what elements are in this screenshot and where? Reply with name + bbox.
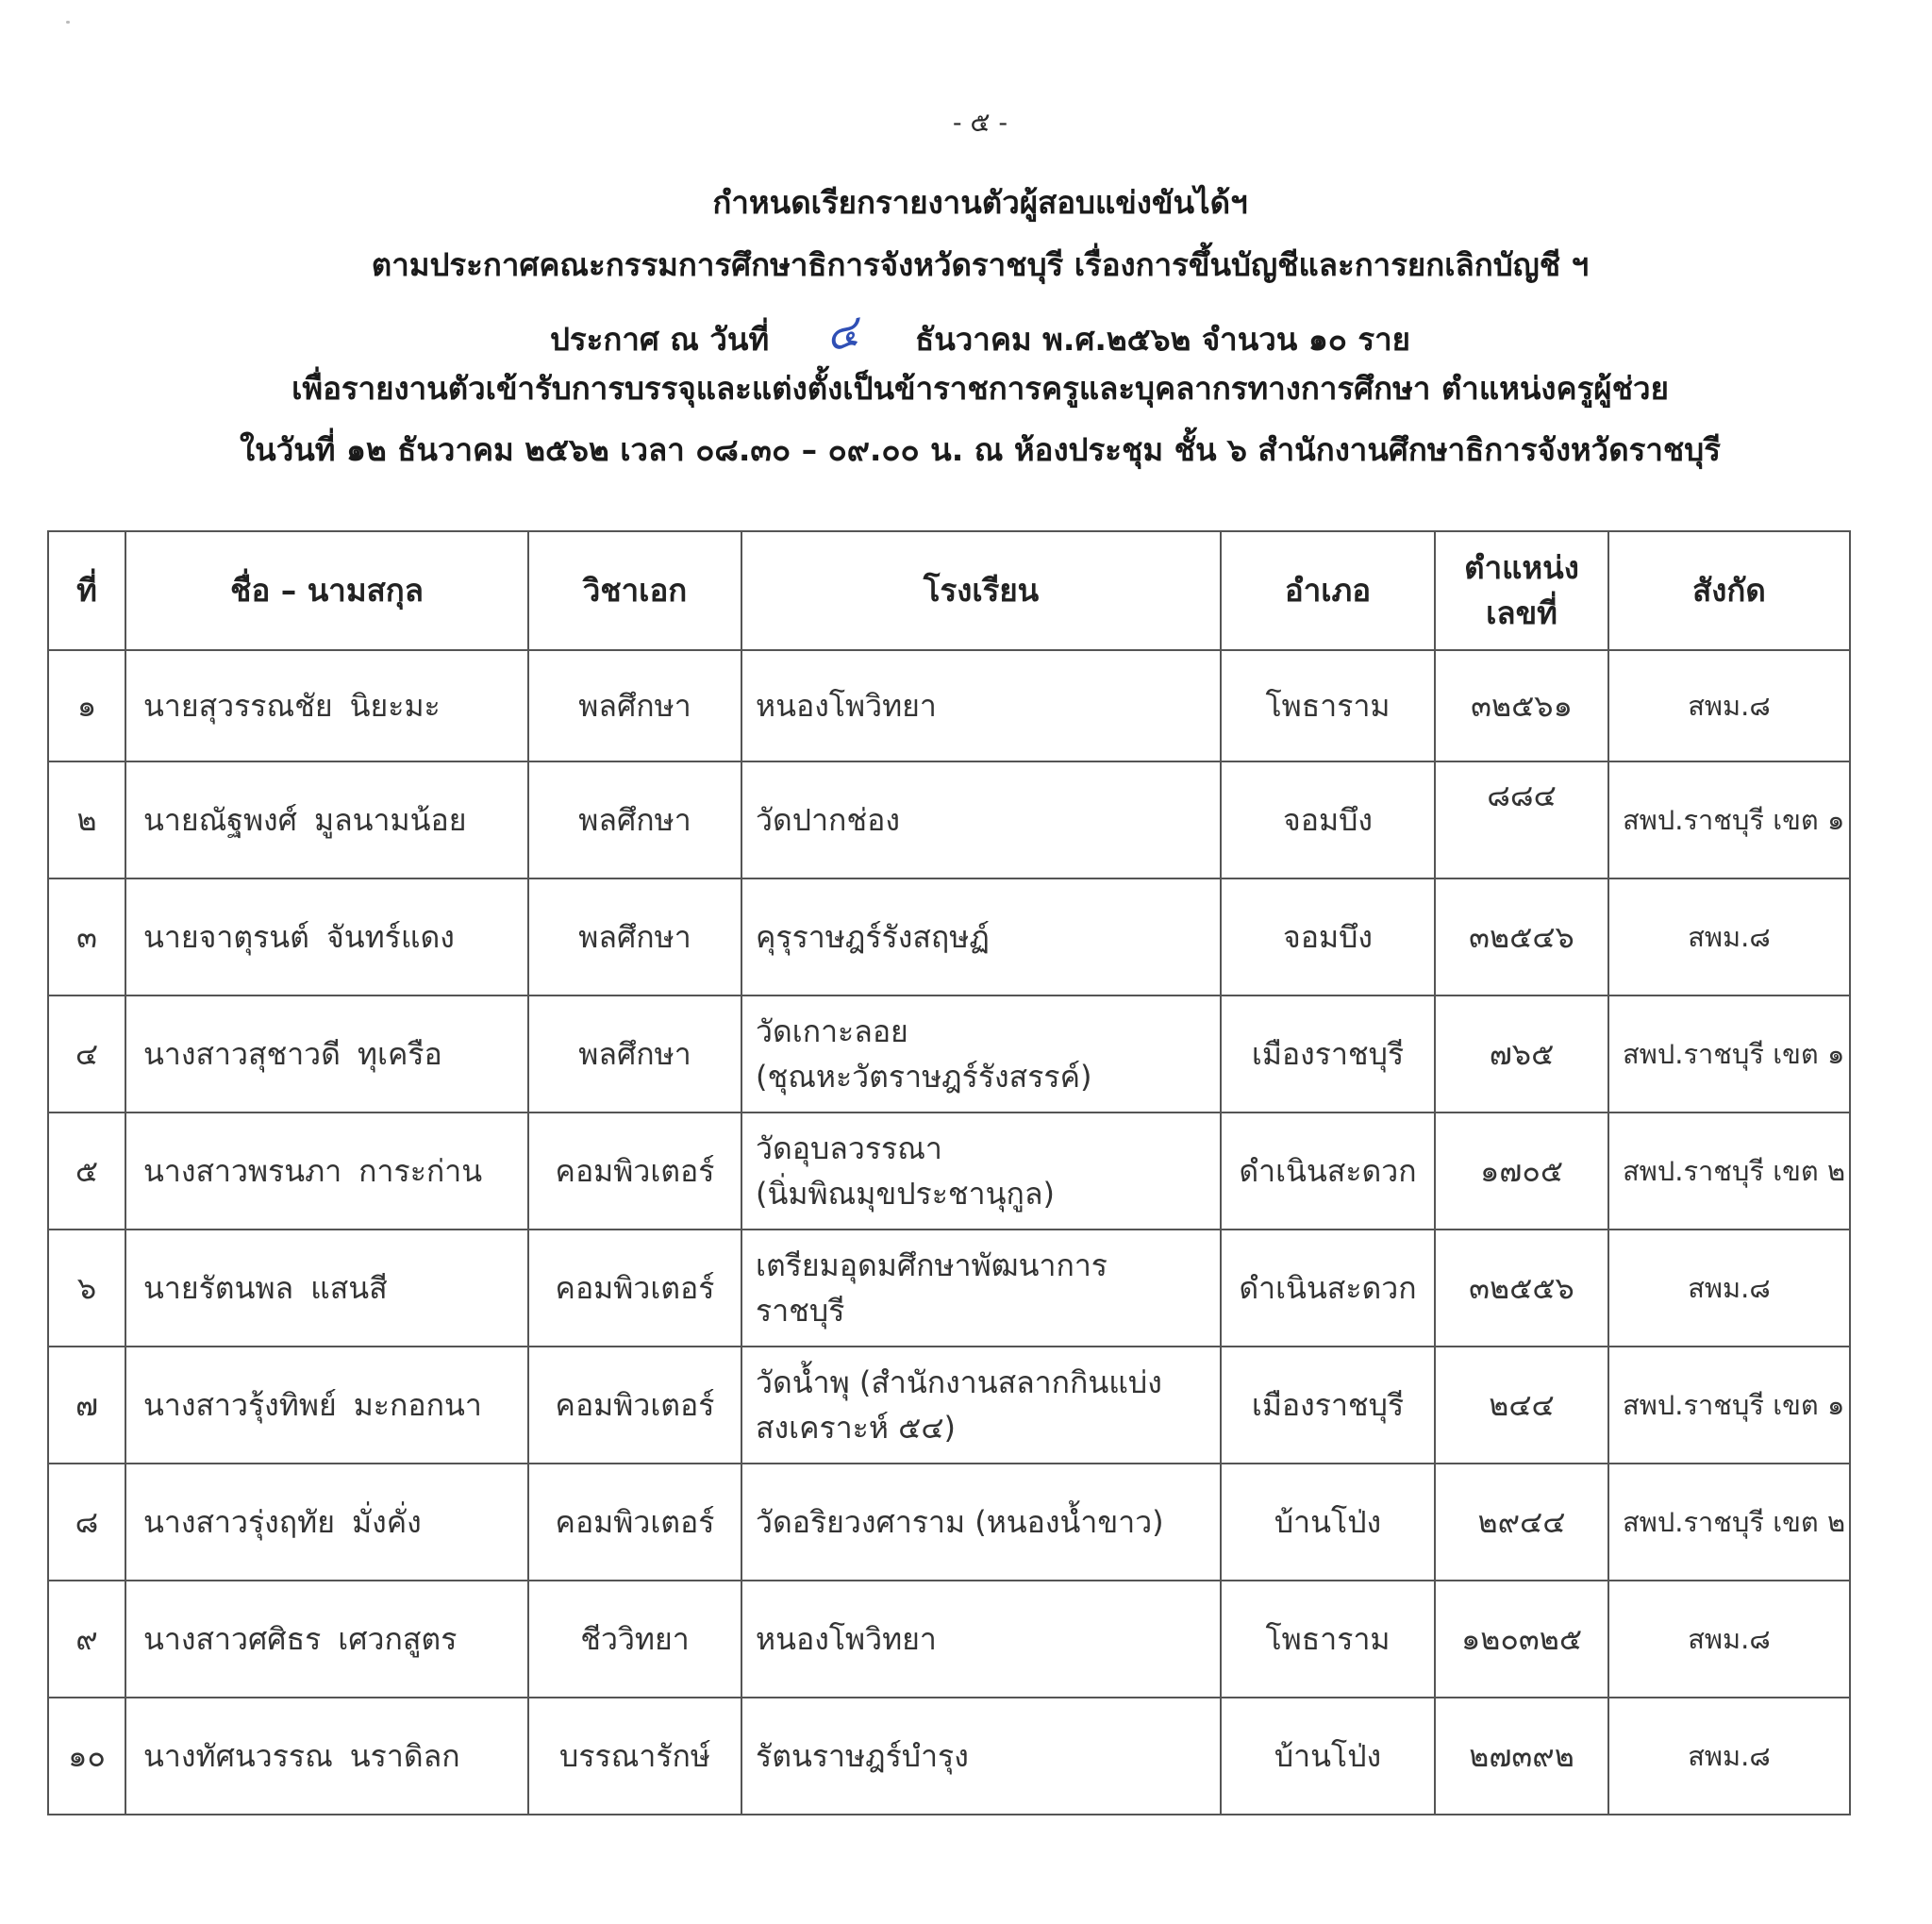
position-number: ๗๖๕	[1489, 1035, 1555, 1072]
cell-school	[741, 1581, 1221, 1698]
schedule-line: ในวันที่ ๑๒ ธันวาคม ๒๕๖๒ เวลา ๐๘.๓๐ – ๐๙.๐๐ น. ณ ห้องประชุม ชั้น ๖ สำนักงานศึกษาธิการจังหวัดราชบุรี	[240, 431, 1721, 468]
first-name: นางสาวพรนภา	[143, 1152, 342, 1189]
cell-position	[1435, 1581, 1608, 1698]
cell-district: จอมบึง	[1221, 878, 1435, 995]
school-line-1: เตรียมอุดมศึกษาพัฒนาการ	[756, 1247, 1108, 1283]
cell-school	[741, 1230, 1221, 1347]
cell-name	[125, 878, 528, 995]
cell-district: โพธาราม	[1221, 1581, 1435, 1698]
cell-position	[1435, 761, 1608, 878]
cell-major: พลศึกษา	[528, 995, 741, 1113]
table-row	[48, 1698, 1850, 1815]
cell-district: บ้านโป่ง	[1221, 1464, 1435, 1581]
cell-school	[741, 1464, 1221, 1581]
last-name: นราดิลก	[349, 1737, 460, 1774]
cell-name	[125, 995, 528, 1113]
cell-position	[1435, 1347, 1608, 1464]
table-row	[48, 995, 1850, 1113]
position-number: ๓๒๕๕๖	[1469, 1269, 1574, 1306]
cell-position	[1435, 878, 1608, 995]
cell-major: คอมพิวเตอร์	[528, 1347, 741, 1464]
position-number: ๘๘๔	[1487, 777, 1557, 813]
cell-major: คอมพิวเตอร์	[528, 1464, 741, 1581]
position-number: ๑๒๐๓๒๕	[1460, 1620, 1583, 1657]
last-name: แสนสี	[310, 1269, 388, 1306]
table-header-row	[48, 531, 1850, 650]
column-header-position-line1: ตำแหน่ง	[1464, 549, 1579, 587]
cell-major: พลศึกษา	[528, 878, 741, 995]
table-row	[48, 878, 1850, 995]
cell-no: ๑๐	[48, 1698, 125, 1815]
cell-name	[125, 1113, 528, 1230]
table-row	[48, 1464, 1850, 1581]
cell-affiliation: สพป.ราชบุรี เขต ๑	[1608, 1347, 1850, 1464]
cell-affiliation: สพม.๘	[1608, 878, 1850, 995]
first-name: นายรัตนพล	[143, 1269, 294, 1306]
last-name: มั่งคั่ง	[351, 1503, 422, 1540]
first-name: นางสาวรุ้งทิพย์	[143, 1386, 337, 1423]
cell-major: พลศึกษา	[528, 650, 741, 761]
cell-school	[741, 878, 1221, 995]
first-name: นางสาวสุชาวดี	[143, 1035, 341, 1072]
position-number: ๑๗๐๕	[1479, 1152, 1564, 1189]
document-title: กำหนดเรียกรายงานตัวผู้สอบแข่งขันได้ฯ	[712, 184, 1248, 221]
cell-name	[125, 1464, 528, 1581]
column-header-major: วิชาเอก	[528, 531, 741, 650]
announcement-date-line	[0, 301, 1932, 370]
column-header-no: ที่	[48, 531, 125, 650]
school-line-2: (ชุณหะวัตราษฎร์รังสรรค์)	[756, 1059, 1092, 1095]
cell-district: บ้านโป่ง	[1221, 1698, 1435, 1815]
cell-name	[125, 650, 528, 761]
table-row	[48, 761, 1850, 878]
handwritten-day: ๔	[820, 304, 864, 362]
last-name: จันทร์แดง	[325, 918, 455, 955]
last-name: มูลนามน้อย	[313, 801, 467, 838]
position-number: ๒๔๔	[1489, 1386, 1555, 1423]
cell-major: บรรณารักษ์	[528, 1698, 741, 1815]
cell-affiliation: สพม.๘	[1608, 1698, 1850, 1815]
cell-affiliation: สพม.๘	[1608, 1230, 1850, 1347]
cell-district: ดำเนินสะดวก	[1221, 1113, 1435, 1230]
position-number: ๓๒๕๖๑	[1471, 687, 1573, 724]
first-name: นายณัฐพงศ์	[143, 801, 297, 838]
school-line-1: วัดเกาะลอย	[756, 1013, 908, 1049]
cell-school	[741, 1698, 1221, 1815]
cell-name	[125, 1230, 528, 1347]
cell-affiliation: สพป.ราชบุรี เขต ๒	[1608, 1464, 1850, 1581]
column-header-affiliation: สังกัด	[1608, 531, 1850, 650]
cell-major: ชีววิทยา	[528, 1581, 741, 1698]
cell-school	[741, 995, 1221, 1113]
cell-position	[1435, 1113, 1608, 1230]
column-header-position-line2: เลขที่	[1486, 594, 1557, 631]
last-name: เศวกสูตร	[338, 1620, 458, 1657]
first-name: นางทัศนวรรณ	[143, 1737, 333, 1774]
cell-district: เมืองราชบุรี	[1221, 995, 1435, 1113]
first-name: นายสุวรรณชัย	[143, 687, 333, 724]
table-row	[48, 1113, 1850, 1230]
roster-table	[47, 530, 1851, 1815]
cell-name	[125, 1698, 528, 1815]
announcement-reference: ตามประกาศคณะกรรมการศึกษาธิการจังหวัดราชบุรี เรื่องการขึ้นบัญชีและการยกเลิกบัญชี ฯ	[371, 246, 1590, 283]
cell-school	[741, 650, 1221, 761]
page-number: - ๕ -	[953, 107, 1008, 138]
school-line-1: วัดน้ำพุ (สำนักงานสลากกินแบ่ง	[756, 1364, 1162, 1400]
position-number: ๒๗๓๙๒	[1469, 1737, 1574, 1774]
cell-name	[125, 1581, 528, 1698]
cell-major: คอมพิวเตอร์	[528, 1230, 741, 1347]
cell-no: ๙	[48, 1581, 125, 1698]
table-row	[48, 650, 1850, 761]
cell-major: คอมพิวเตอร์	[528, 1113, 741, 1230]
column-header-name: ชื่อ – นามสกุล	[125, 531, 528, 650]
column-header-position	[1435, 531, 1608, 650]
cell-major: พลศึกษา	[528, 761, 741, 878]
cell-school	[741, 761, 1221, 878]
first-name: นางสาวรุ่งฤทัย	[143, 1503, 335, 1540]
first-name: นางสาวศศิธร	[143, 1620, 322, 1657]
table-row	[48, 1230, 1850, 1347]
cell-no: ๖	[48, 1230, 125, 1347]
cell-district: จอมบึง	[1221, 761, 1435, 878]
table-row	[48, 1581, 1850, 1698]
cell-school	[741, 1347, 1221, 1464]
first-name: นายจาตุรนต์	[143, 918, 309, 955]
school-line-2: ราชบุรี	[756, 1293, 845, 1329]
school-line-1: วัดอริยวงศาราม (หนองน้ำขาว)	[756, 1504, 1164, 1540]
school-line-1: รัตนราษฎร์บำรุง	[756, 1738, 969, 1774]
cell-position	[1435, 1230, 1608, 1347]
cell-name	[125, 761, 528, 878]
school-line-1: หนองโพวิทยา	[756, 1621, 937, 1657]
cell-no: ๓	[48, 878, 125, 995]
cell-no: ๔	[48, 995, 125, 1113]
cell-name	[125, 1347, 528, 1464]
cell-no: ๕	[48, 1113, 125, 1230]
cell-affiliation: สพป.ราชบุรี เขต ๒	[1608, 1113, 1850, 1230]
scan-speck	[66, 21, 70, 24]
cell-position	[1435, 1464, 1608, 1581]
cell-no: ๗	[48, 1347, 125, 1464]
cell-no: ๑	[48, 650, 125, 761]
cell-affiliation: สพม.๘	[1608, 1581, 1850, 1698]
school-line-1: คุรุราษฎร์รังสฤษฏ์	[756, 919, 990, 955]
last-name: ทุเครือ	[357, 1035, 442, 1072]
school-line-1: วัดอุบลวรรณา	[756, 1130, 942, 1166]
school-line-1: หนองโพวิทยา	[756, 688, 937, 724]
column-header-district: อำเภอ	[1221, 531, 1435, 650]
cell-position	[1435, 1698, 1608, 1815]
school-line-1: วัดปากช่อง	[756, 802, 900, 838]
cell-school	[741, 1113, 1221, 1230]
last-name: นิยะมะ	[349, 687, 441, 724]
announcement-date-suffix: ธันวาคม พ.ศ.๒๕๖๒ จำนวน ๑๐ ราย	[915, 321, 1411, 358]
cell-district: โพธาราม	[1221, 650, 1435, 761]
last-name: การะก่าน	[358, 1152, 483, 1189]
cell-affiliation: สพป.ราชบุรี เขต ๑	[1608, 995, 1850, 1113]
cell-district: เมืองราชบุรี	[1221, 1347, 1435, 1464]
school-line-2: สงเคราะห์ ๕๔)	[756, 1410, 957, 1446]
last-name: มะกอกนา	[353, 1386, 482, 1423]
position-number: ๒๙๔๔	[1477, 1503, 1566, 1540]
announcement-date-prefix: ประกาศ ณ วันที่	[549, 321, 770, 358]
table-row	[48, 1347, 1850, 1464]
cell-no: ๒	[48, 761, 125, 878]
cell-no: ๘	[48, 1464, 125, 1581]
purpose-line: เพื่อรายงานตัวเข้ารับการบรรจุและแต่งตั้งเป็นข้าราชการครูและบุคลากรทางการศึกษา ตำแหน่งครูผู้ช่วย	[291, 370, 1669, 407]
position-number: ๓๒๕๔๖	[1469, 918, 1574, 955]
cell-position	[1435, 650, 1608, 761]
cell-affiliation: สพม.๘	[1608, 650, 1850, 761]
cell-position	[1435, 995, 1608, 1113]
cell-affiliation: สพป.ราชบุรี เขต ๑	[1608, 761, 1850, 878]
cell-district: ดำเนินสะดวก	[1221, 1230, 1435, 1347]
column-header-school: โรงเรียน	[741, 531, 1221, 650]
school-line-2: (นิ่มพิณมุขประชานุกูล)	[756, 1176, 1055, 1212]
